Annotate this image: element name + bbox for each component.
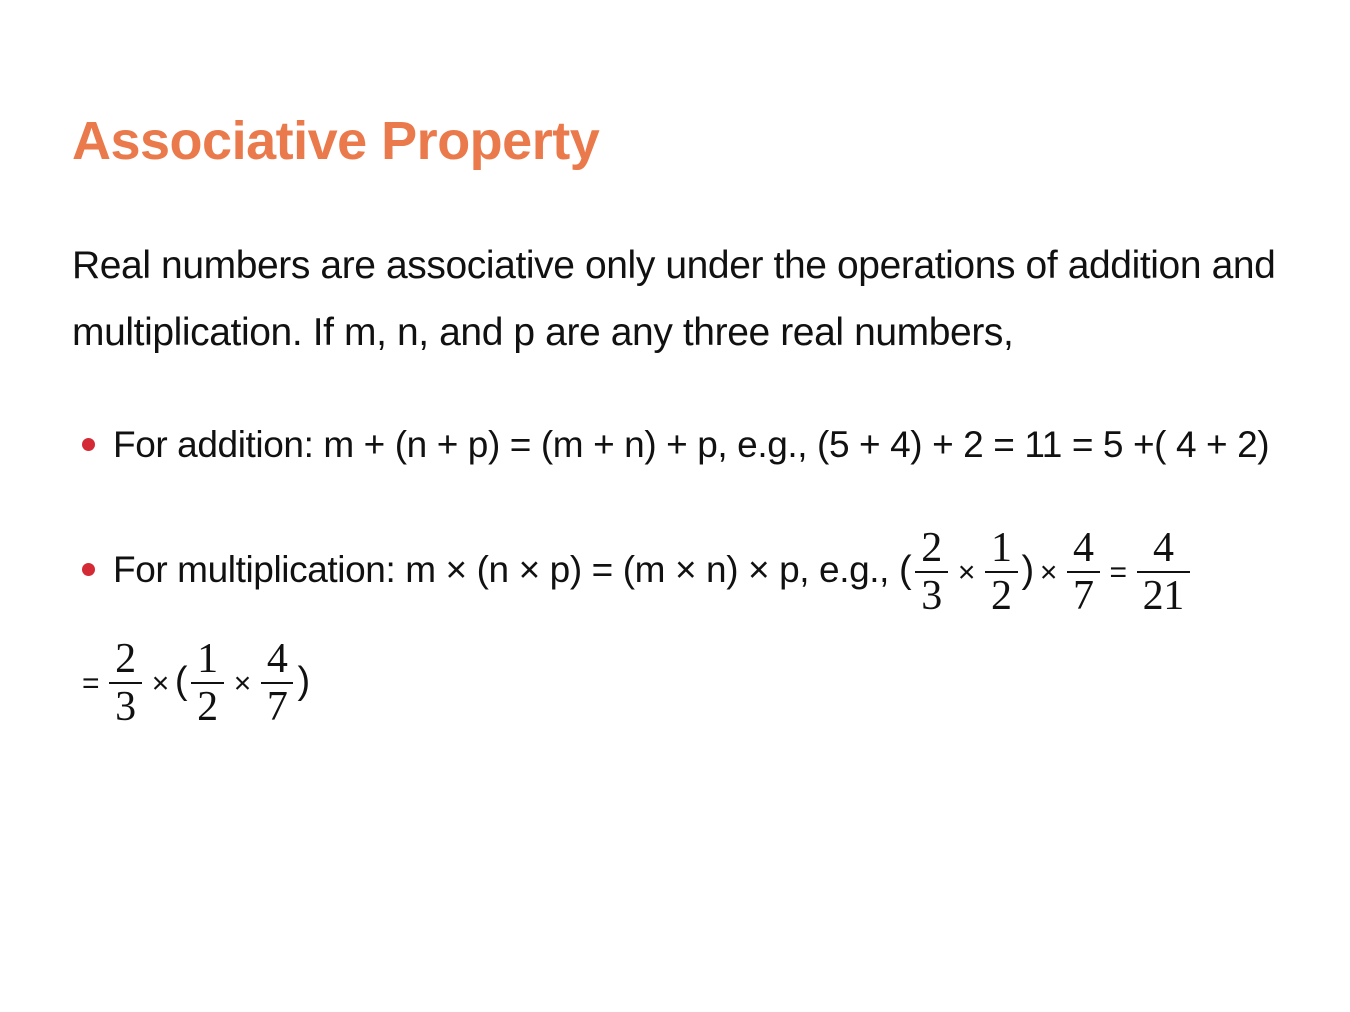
- property-list: [82, 412, 1272, 738]
- fraction-four-sevenths: $\frac{4}{7}$: [261, 636, 294, 730]
- open-paren: (: [898, 549, 912, 591]
- close-paren: ): [1021, 549, 1034, 591]
- fraction-two-thirds: $\frac{2}{3}$: [915, 525, 948, 619]
- fraction-one-half: $\frac{1}{2}$: [191, 636, 224, 730]
- page-title: Associative Property: [72, 111, 600, 171]
- times-sign: ×: [957, 556, 975, 589]
- open-paren: (: [174, 660, 188, 702]
- times-sign: ×: [233, 667, 251, 700]
- bullet-dot-icon: [82, 438, 95, 451]
- multiplication-lead: For multiplication: m × (n × p) = (m × n) × p, e.g.,: [113, 549, 890, 590]
- intro-paragraph: Real numbers are associative only under the operations of addition and multiplication. If m, n, and p are any three real numbers,: [72, 244, 1276, 354]
- fraction-two-thirds: $\frac{2}{3}$: [109, 636, 142, 730]
- fraction-four-sevenths: $\frac{4}{7}$: [1067, 525, 1100, 619]
- addition-text: For addition: m + (n + p) = (m + n) + p, e.g., (5 + 4) + 2 = 11 = 5 +( 4 + 2): [113, 424, 1270, 465]
- bullet-dot-icon: [82, 563, 95, 576]
- fraction-four-twentyfirsts: $\frac{4}{21}$: [1137, 525, 1190, 619]
- fraction-one-half: $\frac{1}{2}$: [985, 525, 1018, 619]
- list-item-multiplication: [82, 516, 1272, 738]
- times-sign: ×: [151, 667, 169, 700]
- list-item-addition: [82, 412, 1272, 478]
- equals-sign: =: [1109, 556, 1127, 589]
- close-paren: ): [297, 660, 310, 702]
- times-sign: ×: [1039, 556, 1057, 589]
- equals-sign: =: [82, 667, 100, 700]
